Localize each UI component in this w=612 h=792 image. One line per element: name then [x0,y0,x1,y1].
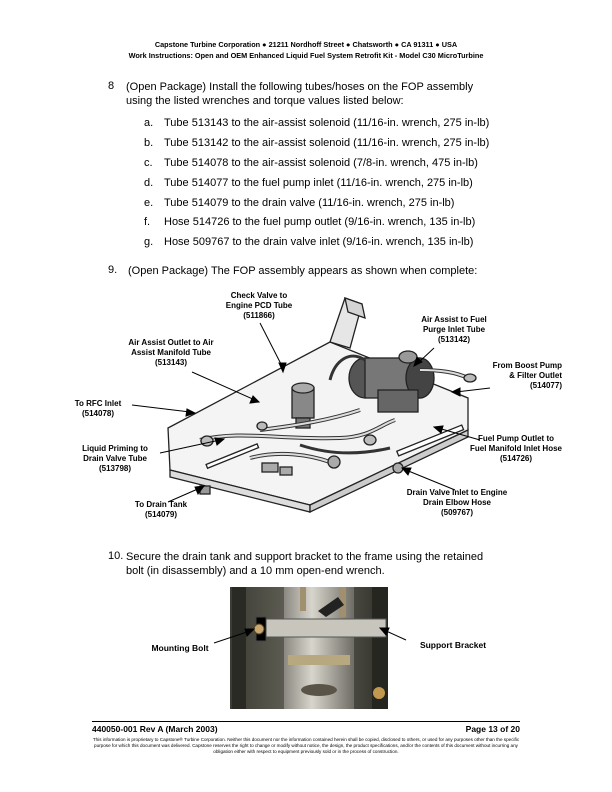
label-liquid-priming [66,444,164,474]
item-text: Hose 509767 to the drain valve inlet (9/16-in. wrench, 135 in-lb) [164,236,474,248]
item-letter: e. [144,197,154,209]
label-line: Drain Valve Inlet to Engine [406,488,508,497]
footer-rule [92,721,520,722]
label-line: Liquid Priming to [82,444,148,453]
label-line: & Filter Outlet [509,371,562,380]
label-line: Check Valve to [230,291,288,300]
label-boost-pump [458,361,562,391]
header-line-2: Work Instructions: Open and OEM Enhanced Liquid Fuel System Retrofit Kit - Model C30 MicroTurbine [128,51,484,60]
label-rfc-inlet [58,399,138,419]
step-9-text: (Open Package) The FOP assembly appears as shown when complete: [128,265,478,277]
item-text: Tube 513142 to the air-assist solenoid (11/16-in. wrench, 275 in-lb) [164,137,490,149]
item-text: Tube 514079 to the drain valve (11/16-in. wrench, 275 in-lb) [164,197,455,209]
label-line: (513142) [437,335,471,344]
item-text: Tube 514078 to the air-assist solenoid (7/8-in. wrench, 475 in-lb) [164,157,478,169]
label-drain-tank [114,500,208,520]
step-9-number: 9. [108,264,118,276]
label-line: To RFC Inlet [74,399,122,408]
label-line: (514079) [144,510,178,519]
step-10-line-1: Secure the drain tank and support bracket to the frame using the retained [126,551,484,563]
label-line: Fuel Manifold Inlet Hose [469,444,562,453]
item-letter: d. [144,177,154,189]
label-line: Air Assist Outlet to Air [128,338,214,347]
label-line: (511866) [243,311,275,320]
label-line: (513143) [154,358,188,367]
step-8-line-1: (Open Package) Install the following tubes/hoses on the FOP assembly [126,81,474,93]
item-letter: c. [144,157,153,169]
label-mounting-bolt: Mounting Bolt [151,643,209,653]
label-line: (509767) [440,508,474,517]
footer-page-number: Page 13 of 20 [465,724,520,734]
label-air-assist-outlet [110,338,232,368]
item-text: Tube 513143 to the air-assist solenoid (11/16-in. wrench, 275 in-lb) [164,117,490,129]
step-8-number: 8 [108,80,115,92]
label-line: (514078) [81,409,115,418]
footer-disclaimer: This information is proprietary to Capstone® Turbine Corporation. Neither this document nor the information contained herein shall be copied, disclosed to others, or used for any purposes other than the specific purpose for which this document was delivered. Capstone reserves the right to change or modify without notice, the design, the product specifications, and/or the contents of this document without incurring any obligation either with respect to equipment previously sold or in the process of construction. [92,737,520,754]
step-10-line-2: bolt (in disassembly) and a 10 mm open-end wrench. [126,565,385,577]
item-letter: a. [144,117,154,129]
label-line: From Boost Pump [492,361,562,370]
item-letter: f. [144,216,151,228]
label-fuel-pump-outlet [458,434,574,464]
label-line: Drain Elbow Hose [422,498,491,507]
step-10-number: 10. [108,550,124,562]
label-line: Assist Manifold Tube [131,348,211,357]
label-line: Engine PCD Tube [225,301,293,310]
label-check-valve [204,291,314,321]
label-line: Air Assist to Fuel [421,315,487,324]
label-line: (513798) [98,464,132,473]
label-line: Purge Inlet Tube [422,325,486,334]
footer-doc-id: 440050-001 Rev A (March 2003) [92,724,218,734]
label-air-assist-fuel-purge [406,315,502,345]
label-support-bracket: Support Bracket [419,640,487,650]
label-line: To Drain Tank [134,500,188,509]
label-line: (514077) [529,381,562,390]
step-8-line-2: using the listed wrenches and torque values listed below: [126,95,404,107]
item-letter: g. [144,236,154,248]
item-text: Tube 514077 to the fuel pump inlet (11/16-in. wrench, 275 in-lb) [164,177,473,189]
item-text: Hose 514726 to the fuel pump outlet (9/16-in. wrench, 135 in-lb) [164,216,476,228]
label-drain-valve-inlet [392,488,522,518]
label-line: (514726) [499,454,533,463]
label-line: Fuel Pump Outlet to [478,434,554,443]
item-letter: b. [144,137,154,149]
header-line-1: Capstone Turbine Corporation ● 21211 Nordhoff Street ● Chatsworth ● CA 91311 ● USA [154,40,458,49]
label-line: Drain Valve Tube [83,454,147,463]
